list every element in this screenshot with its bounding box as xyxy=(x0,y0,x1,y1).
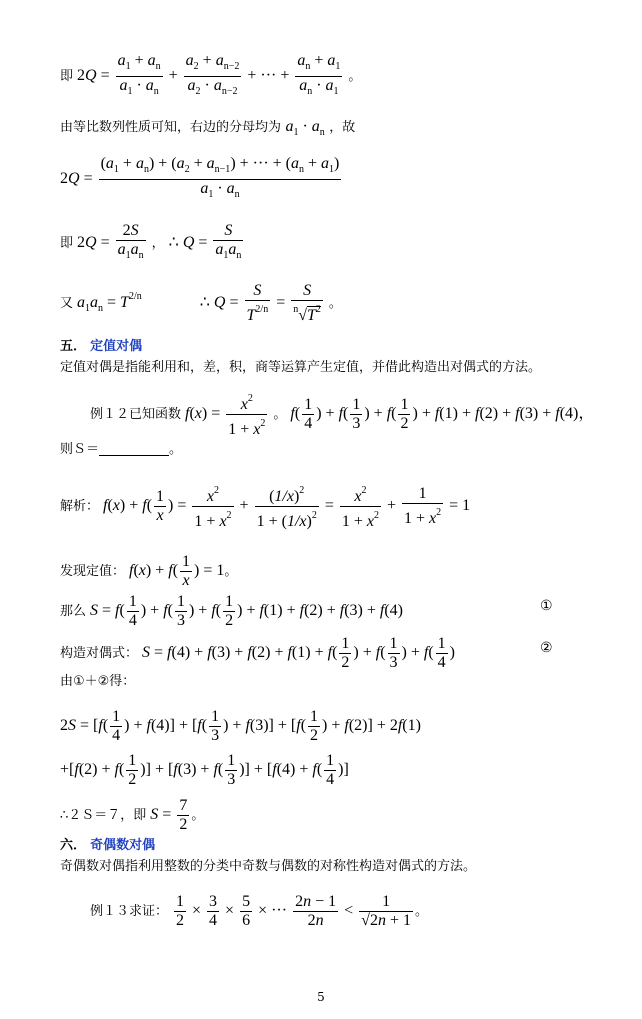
page-number: 5 xyxy=(317,990,325,1004)
marker-1: ① xyxy=(540,598,553,614)
text-jiexi: 解析： xyxy=(60,499,100,515)
text-then-s: 则Ｓ＝ xyxy=(60,442,100,457)
section-5-heading xyxy=(60,337,142,357)
text-combine: 由①＋②得： xyxy=(60,674,136,689)
equation-t-root: 又 $a_1a_n = T^{2/n}$ ∴ Q = $\frac{S}{T^{2/n}}$ = $\frac{S}{^n√T^2}$ 。 xyxy=(60,282,342,324)
section-5-title: 定值对偶 xyxy=(90,339,143,354)
section-6-desc: 奇偶数对偶指利用整数的分类中奇数与偶数的对称性构造对偶式的方法。 xyxy=(60,859,477,874)
text-ji: 即 xyxy=(60,69,74,85)
text-conclude: ∴２Ｓ＝７，即 xyxy=(60,808,147,824)
text-period: 。 xyxy=(348,69,362,85)
equation-2s-line1: 2S = [f( $\frac{1}{4}$ ) + f(4)] + [f( $\frac{1}{3}$ ) + f(3)] + [f( $\frac{1}{2}$ ) + f(2)] + 2f(1) xyxy=(60,708,421,744)
text-denominator: 由等比数列性质可知，右边的分母均为 $a_1 \cdot a_n$ ，故 xyxy=(60,118,356,138)
section-6-title: 奇偶数对偶 xyxy=(90,838,156,853)
sum-s-eq-1: 那么 S = f( $\frac{1}{4}$ ) + f( $\frac{1}{3}$ ) + f( $\frac{1}{2}$ ) + f(1) + f(2) + f(3) + f(4) xyxy=(60,593,403,629)
constant-found: 发现定值： f(x) + f( $\frac{1}{x}$ ) = 1。 xyxy=(60,553,238,589)
text-period-2: 。 xyxy=(169,442,183,457)
sum-s-eq-2: 构造对偶式： S = f(4) + f(3) + f(2) + f(1) + f( $\frac{1}{2}$ ) + f( $\frac{1}{3}$ ) + f( $\frac{1}{4}$ ) xyxy=(60,635,455,671)
equation-2q-combined: 2Q = $\frac{(a_1 + a_n) + (a_2 + a_{n-1}) + \cdot\cdot\cdot + (a_n + a_1)}{a_1 \cdot a_n}$ xyxy=(60,155,340,200)
example-12-label: 例１２已知函数 xyxy=(90,407,182,423)
equation-2q-sum: 即 2Q = $\frac{a_1 + a_n}{a_1 \cdot a_n}$ + $\frac{a_2 + a_{n-2}}{a_2 \cdot a_{n-2}}$ + ··· + $\frac{a_n + a_1}{a_n \cdot a_1}$ 。 xyxy=(60,52,362,97)
text-ji-2: 即 xyxy=(60,236,74,252)
conclusion: ∴２Ｓ＝７，即 S = $\frac{7}{2}$ 。 xyxy=(60,797,205,833)
text-you: 又 xyxy=(60,296,74,312)
text-construct: 构造对偶式： xyxy=(60,646,139,662)
answer-blank[interactable] xyxy=(99,441,169,456)
equation-2s-line2: +[f(2) + f( $\frac{1}{2}$ )] + [f(3) + f( $\frac{1}{3}$ )] + [f(4) + f( $\frac{1}{4}$ )] xyxy=(60,752,349,788)
text-l2: 由等比数列性质可知，右边的分母均为 xyxy=(60,120,282,135)
example-13: 例１３求证： $\frac{1}{2}$ × $\frac{3}{4}$ × $\frac{5}{6}$ × ··· $\frac{2n - 1}{2n}$ < $\frac{1}{√2n + 1}$ 。 xyxy=(90,893,428,929)
equation-q-s: 即 2Q = $\frac{2S}{a_1a_n}$ ， ∴ Q = $\frac{S}{a_1a_n}$ xyxy=(60,222,242,261)
example-13-label: 例１３求证： xyxy=(90,904,169,920)
example-12: 例１２已知函数 f(x) = $\frac{x^2}{1 + x^2}$ 。 f( $\frac{1}{4}$ ) + f( $\frac{1}{3}$ ) + f( $\frac{1}{2}$ ) + f(1) + f(2) + f(3) + f(4)， xyxy=(90,390,594,439)
marker-2: ② xyxy=(540,640,553,656)
text-l2-end: ，故 xyxy=(329,120,356,135)
section-5-desc: 定值对偶是指能利用和，差，积，商等运算产生定值，并借此构造出对偶式的方法。 xyxy=(60,360,542,375)
text-name: 那么 xyxy=(60,604,87,620)
section-6-number: 六． xyxy=(60,838,87,853)
text-comma: ， xyxy=(151,236,165,252)
example-12-blank-line xyxy=(60,440,182,460)
section-5-number: 五． xyxy=(60,339,87,354)
section-6-heading xyxy=(60,836,155,856)
analysis-equation: 解析： f(x) + f( $\frac{1}{x}$ ) = $\frac{x^2}{1 + x^2}$ + $\frac{(1/x)^2}{1 + (1/x)^2}$ = $\frac{x^2}{1 + x^2}$ + $\frac{1}{1 + x^2}$ = 1 xyxy=(60,482,470,531)
text-faxian: 发现定值： xyxy=(60,564,126,580)
